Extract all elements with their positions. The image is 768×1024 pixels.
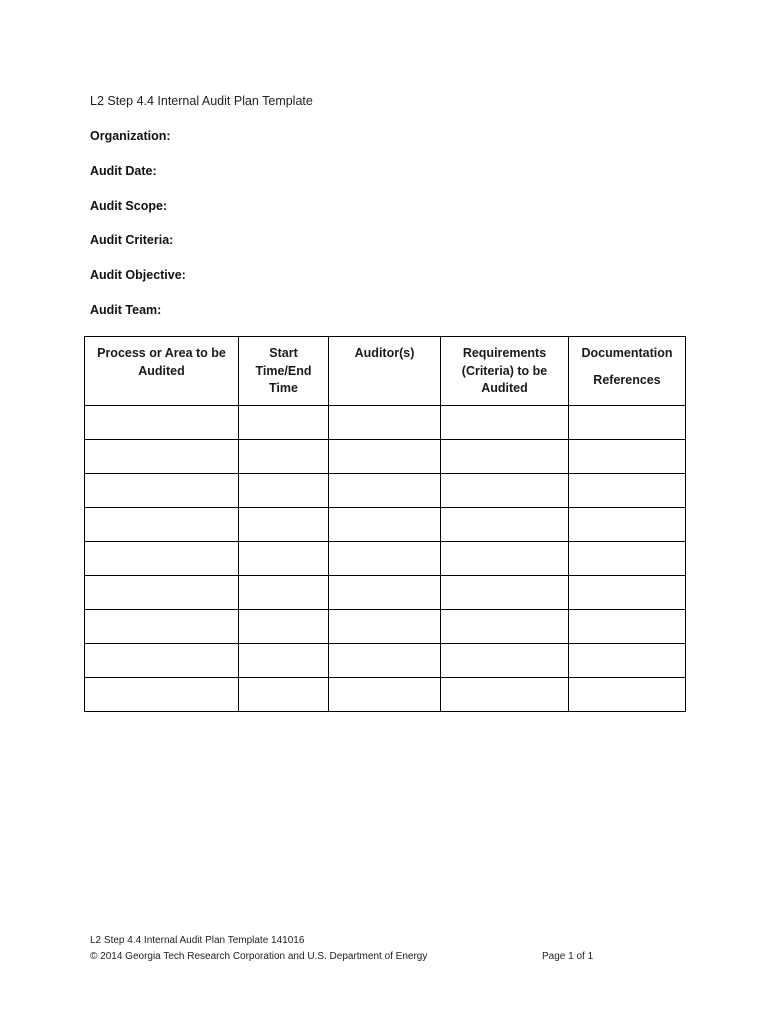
header-auditors: Auditor(s) [329,337,441,406]
audit-objective-label: Audit Objective: [90,268,186,282]
organization-label: Organization: [90,129,171,143]
table-cell[interactable] [441,508,569,542]
table-cell[interactable] [569,542,686,576]
table-cell[interactable] [239,406,329,440]
table-cell[interactable] [569,576,686,610]
table-cell[interactable] [569,406,686,440]
table-cell[interactable] [329,474,441,508]
table-cell[interactable] [329,576,441,610]
table-cell[interactable] [441,644,569,678]
table-cell[interactable] [329,508,441,542]
table-cell[interactable] [329,610,441,644]
table-cell[interactable] [569,644,686,678]
audit-scope-label: Audit Scope: [90,199,168,213]
table-cell[interactable] [85,508,239,542]
table-cell[interactable] [85,542,239,576]
table-cell[interactable] [239,508,329,542]
table-row [85,440,686,474]
footer-copyright: © 2014 Georgia Tech Research Corporation and U.S. Department of Energy [90,951,428,962]
audit-date-label: Audit Date: [90,164,157,178]
table-header-row [85,337,686,406]
table-cell[interactable] [569,474,686,508]
header-documentation: Documentation [581,346,673,360]
table-cell[interactable] [85,474,239,508]
table-cell[interactable] [441,406,569,440]
audit-criteria-label: Audit Criteria: [90,233,174,247]
table-cell[interactable] [329,406,441,440]
table-cell[interactable] [329,542,441,576]
table-cell[interactable] [329,440,441,474]
table-row [85,678,686,712]
table-cell[interactable] [239,610,329,644]
table-cell[interactable] [239,678,329,712]
table-cell[interactable] [569,440,686,474]
header-documentation-references [569,337,686,406]
table-cell[interactable] [239,474,329,508]
table-cell[interactable] [441,440,569,474]
table-row [85,508,686,542]
table-cell[interactable] [329,678,441,712]
table-cell[interactable] [441,542,569,576]
table-cell[interactable] [441,678,569,712]
table-cell[interactable] [239,644,329,678]
table-cell[interactable] [85,644,239,678]
header-start-end-time: Start Time/End Time [239,337,329,406]
table-cell[interactable] [239,440,329,474]
table-cell[interactable] [85,440,239,474]
header-process-area: Process or Area to be Audited [85,337,239,406]
table-cell[interactable] [85,610,239,644]
table-cell[interactable] [85,576,239,610]
table-cell[interactable] [569,508,686,542]
table-cell[interactable] [441,610,569,644]
table-cell[interactable] [239,542,329,576]
table-row [85,644,686,678]
document-title: L2 Step 4.4 Internal Audit Plan Template [90,94,313,108]
table-cell[interactable] [441,474,569,508]
table-row [85,474,686,508]
table-cell[interactable] [569,678,686,712]
header-references: References [593,372,661,387]
table-cell[interactable] [239,576,329,610]
table-cell[interactable] [85,406,239,440]
table-body [85,406,686,712]
audit-plan-table [84,336,686,712]
footer-template-id: L2 Step 4.4 Internal Audit Plan Template 141016 [90,935,305,946]
table-cell[interactable] [569,610,686,644]
table-row [85,542,686,576]
table-row [85,576,686,610]
footer-page-number: Page 1 of 1 [542,951,594,962]
table-cell[interactable] [85,678,239,712]
header-requirements: Requirements (Criteria) to be Audited [441,337,569,406]
table-row [85,610,686,644]
table-row [85,406,686,440]
audit-team-label: Audit Team: [90,303,162,317]
table-cell[interactable] [441,576,569,610]
table-cell[interactable] [329,644,441,678]
